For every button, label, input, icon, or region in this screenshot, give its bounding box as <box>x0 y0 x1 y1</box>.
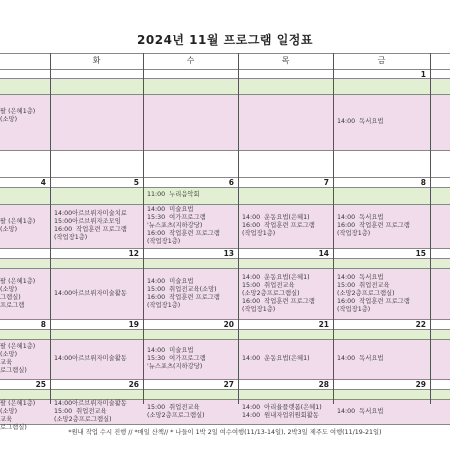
date-number: 29 <box>415 379 426 389</box>
date-number: 6 <box>228 177 234 187</box>
week-morning-row <box>0 389 450 399</box>
week-morning-row <box>0 258 450 268</box>
date-number: 22 <box>415 319 426 329</box>
afternoon-program: 14:00 독서요법 <box>337 407 384 415</box>
week-morning-row <box>0 329 450 339</box>
weekday-header: 화 <box>92 56 101 65</box>
date-number: 1 <box>420 69 426 79</box>
row-border <box>0 268 450 269</box>
date-number: 8 <box>420 177 426 187</box>
weekday-header: 수 <box>186 56 195 65</box>
afternoon-program: 14:00 독서요법 15:00 취업전교육 (소망2층프로그램실) 16:00 작업훈련 프로그램 (작업장1층) <box>337 273 410 313</box>
row-border <box>0 339 450 340</box>
afternoon-program: 14:00아르브뤼자미술치료 15:00아르브뤼자조모임 16:00 작업훈련 프로그램 (작업장1층) <box>54 210 127 241</box>
date-number: 26 <box>128 379 139 389</box>
column-border <box>143 53 144 404</box>
weekday-header: 금 <box>377 56 386 65</box>
date-number: 8 <box>40 319 46 329</box>
afternoon-program: 팔 (은혜1층) (소망) <box>0 108 36 123</box>
afternoon-program: 팔 (은혜1층) (소망) 교육 로그램실) <box>0 400 36 431</box>
row-border <box>0 258 450 259</box>
weekday-header <box>0 53 50 69</box>
date-number: 27 <box>223 379 234 389</box>
column-border <box>430 53 431 404</box>
afternoon-program: 14:00 미술요법 15:30 여가프로그램 '뉴스포츠(지하강당) 16:00 작업훈련 프로그램 (작업장1층) <box>147 206 220 245</box>
calendar-table <box>0 53 450 431</box>
date-number: 15 <box>415 248 426 258</box>
row-border <box>0 389 450 390</box>
afternoon-program: 14:00 독서요법 <box>337 355 384 362</box>
afternoon-program: 14:00 운동요법(은혜1) 16:00 작업훈련 프로그램 (작업장1층) <box>242 214 315 237</box>
row-border <box>0 329 450 330</box>
date-number: 7 <box>323 177 329 187</box>
date-number: 13 <box>223 248 234 258</box>
afternoon-program: 14:00 독서요법 <box>337 118 384 125</box>
row-border <box>0 204 450 205</box>
afternoon-program: 14:00 운동요법(은혜1) 15:00 취업전교육 (소망2층프로그램실) 16:00 작업훈련 프로그램 (작업장1층) <box>242 273 315 313</box>
afternoon-program: 14:00 운동요법(은혜1) <box>242 355 310 362</box>
row-border <box>0 150 450 151</box>
afternoon-program: 15:00 취업전교육 (소망2층프로그램실) <box>147 403 205 419</box>
weekday-header: 목 <box>281 56 290 65</box>
header-top-border <box>0 53 450 54</box>
date-number: 20 <box>223 319 234 329</box>
row-border <box>0 94 450 95</box>
column-border <box>50 53 51 404</box>
afternoon-program: 팔 (은혜1층) (소망) <box>0 218 36 233</box>
row-border <box>0 187 450 188</box>
afternoon-program: 팔 (은혜1층) (소망) 교육 로그램실) <box>0 343 36 374</box>
morning-program: 11:00 누리음악회 <box>147 191 200 198</box>
date-number: 5 <box>133 177 139 187</box>
date-number: 25 <box>35 379 46 389</box>
afternoon-program: 14:00아르브뤼자미술활동 15:00 취업전교육 (소망2층프로그램실) <box>54 400 127 423</box>
date-number: 4 <box>40 177 46 187</box>
column-border <box>238 53 239 404</box>
afternoon-program: 14:00 미술요법 15:00 취업전교육(소망) 16:00 작업훈련 프로그램 (작업장1층) <box>147 277 220 309</box>
afternoon-program: 14:00 독서요법 16:00 작업훈련 프로그램 (작업장1층) <box>337 214 410 237</box>
afternoon-program: 14:00 미술요법 15:30 여가프로그램 '뉴스포츠(지하강당) <box>147 347 206 370</box>
row-border <box>0 424 450 425</box>
afternoon-program: 14:00 아리율플랫폼(은혜1) 14:00 원내자업위원회활동 <box>242 403 322 419</box>
page-title: 2024년 11월 프로그램 일정표 <box>137 33 313 47</box>
date-number: 21 <box>318 319 329 329</box>
date-number: 14 <box>318 248 329 258</box>
column-border <box>333 53 334 404</box>
date-number: 19 <box>128 319 139 329</box>
afternoon-program: 14:00아르브뤼자미술활동 <box>54 289 127 297</box>
week-morning-row <box>0 187 450 204</box>
afternoon-program: 팔 (은혜1층) (소망) 그램실) 프로그램 <box>0 277 36 309</box>
afternoon-program: 14:00아르브뤼자미술활동 <box>54 355 127 362</box>
week-morning-row <box>0 78 450 94</box>
date-number: 28 <box>318 379 329 389</box>
footer-note: *원내 작업 수시 진행 // *매일 산책// * 나들이 1박 2일 여수여행(11/13-14일), 2박3일 제주도 여행(11/19-21일) <box>68 429 382 436</box>
date-number: 12 <box>128 248 139 258</box>
